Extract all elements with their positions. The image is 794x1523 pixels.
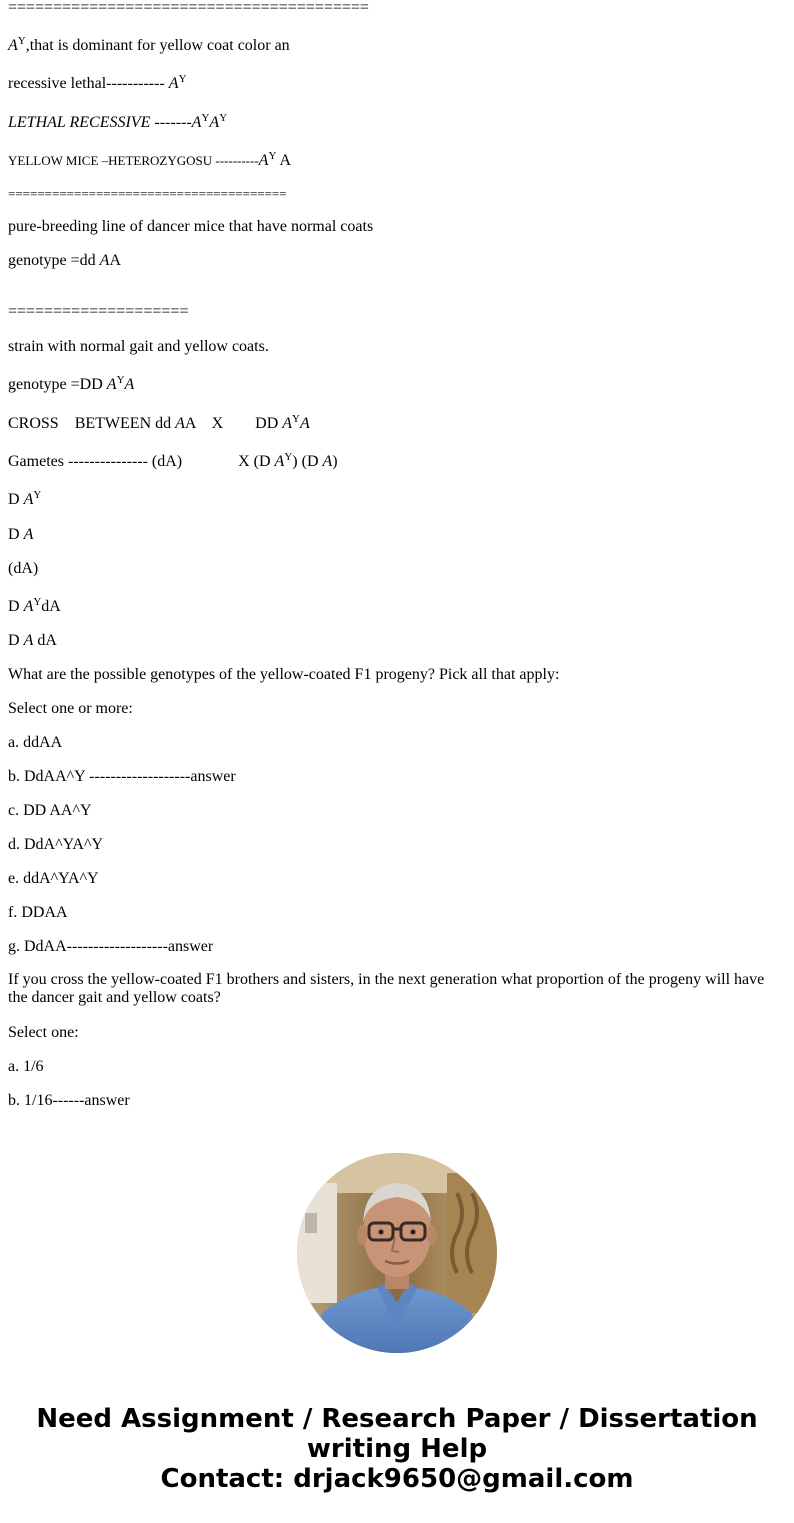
- gamete-entry: [8, 490, 41, 509]
- gametes-line: [8, 452, 338, 471]
- allele-symbol: A: [282, 415, 293, 432]
- separator: ======================================: [8, 186, 287, 201]
- allele-symbol: A: [106, 376, 117, 393]
- line-text: A X DD: [184, 415, 283, 432]
- genotype-line: [8, 375, 134, 394]
- answer-option-a: a. 1/6: [8, 1058, 44, 1075]
- line-text: A: [276, 152, 292, 169]
- option-g: g. DdAA-------------------answer: [8, 938, 214, 955]
- allele-symbol: A: [99, 252, 110, 269]
- gamete-entry: [8, 525, 33, 544]
- allele-symbol: A: [299, 415, 310, 432]
- line-text: ,that is dominant for yellow coat color an: [25, 37, 290, 54]
- superscript: Y: [17, 35, 26, 47]
- line-text: YELLOW MICE –HETEROZYGOSU ----------: [8, 153, 259, 168]
- recessive-lethal-line: [8, 74, 187, 93]
- line-text: D: [8, 491, 24, 508]
- option-d: d. DdA^YA^Y: [8, 836, 104, 853]
- footer-contact-email: Contact: drjack9650@gmail.com: [160, 1464, 634, 1494]
- line-text: LETHAL RECESSIVE -------: [8, 114, 192, 131]
- allele-symbol: A: [191, 114, 202, 131]
- strain-line: strain with normal gait and yellow coats.: [8, 338, 269, 355]
- ay-dominant-line: [8, 36, 290, 55]
- footer-contact: [0, 1404, 794, 1494]
- option-b: b. DdAA^Y -------------------answer: [8, 768, 236, 785]
- select-instruction: Select one:: [8, 1024, 79, 1041]
- allele-symbol: A: [258, 152, 269, 169]
- portrait-image: [297, 1153, 497, 1353]
- line-text: CROSS BETWEEN dd: [8, 415, 176, 432]
- allele-symbol: A: [23, 632, 34, 649]
- line-text: D: [8, 598, 24, 615]
- pure-breeding-line: pure-breeding line of dancer mice that have normal coats: [8, 218, 374, 235]
- line-text: recessive lethal-----------: [8, 75, 169, 92]
- superscript: Y: [201, 112, 210, 124]
- line-text: Gametes --------------- (dA) X (D: [8, 453, 275, 470]
- allele-symbol: A: [23, 526, 34, 543]
- lethal-recessive-line: [8, 113, 227, 132]
- question-1: What are the possible genotypes of the yellow-coated F1 progeny? Pick all that apply:: [8, 666, 560, 683]
- allele-symbol: A: [168, 75, 179, 92]
- line-text: D: [8, 526, 24, 543]
- yellow-mice-line: [8, 151, 291, 170]
- allele-symbol: A: [23, 491, 34, 508]
- line-text: dA: [33, 632, 57, 649]
- answer-option-b: b. 1/16------answer: [8, 1092, 130, 1109]
- option-c: c. DD AA^Y: [8, 802, 92, 819]
- superscript: Y: [116, 374, 125, 386]
- allele-symbol: A: [322, 453, 333, 470]
- allele-symbol: A: [23, 598, 34, 615]
- separator: ========================================: [8, 0, 369, 16]
- line-text: ) (D: [292, 453, 323, 470]
- select-instruction: Select one or more:: [8, 700, 133, 717]
- offspring-entry: [8, 631, 57, 650]
- line-text: D: [8, 632, 24, 649]
- allele-symbol: A: [274, 453, 285, 470]
- superscript: Y: [284, 451, 293, 463]
- offspring-entry: [8, 597, 61, 616]
- superscript: Y: [33, 596, 42, 608]
- allele-symbol: A: [209, 114, 220, 131]
- gamete-entry: (dA): [8, 560, 39, 577]
- superscript: Y: [178, 73, 187, 85]
- superscript: Y: [292, 413, 300, 425]
- superscript: Y: [219, 112, 228, 124]
- option-e: e. ddA^YA^Y: [8, 870, 99, 887]
- avatar: [297, 1153, 497, 1353]
- genotype-line: [8, 251, 121, 270]
- question-2: If you cross the yellow-coated F1 brothers and sisters, in the next generation what proportion of the progeny will have the dancer gait and yellow coats?: [8, 971, 765, 1006]
- line-text: genotype =DD: [8, 376, 107, 393]
- option-a: a. ddAA: [8, 734, 63, 751]
- footer-line: writing Help: [306, 1434, 488, 1464]
- line-text: genotype =dd: [8, 252, 100, 269]
- line-text: dA: [41, 598, 61, 615]
- superscript: Y: [268, 150, 277, 162]
- allele-symbol: A: [124, 376, 135, 393]
- separator: ====================: [8, 303, 189, 320]
- cross-line: [8, 414, 310, 433]
- footer-line: Need Assignment / Research Paper / Dissertation: [36, 1404, 758, 1434]
- line-text: ): [332, 453, 338, 470]
- superscript: Y: [33, 489, 42, 501]
- allele-symbol: A: [175, 415, 185, 432]
- allele-symbol: A: [8, 37, 18, 54]
- option-f: f. DDAA: [8, 904, 68, 921]
- line-text: A: [109, 252, 122, 269]
